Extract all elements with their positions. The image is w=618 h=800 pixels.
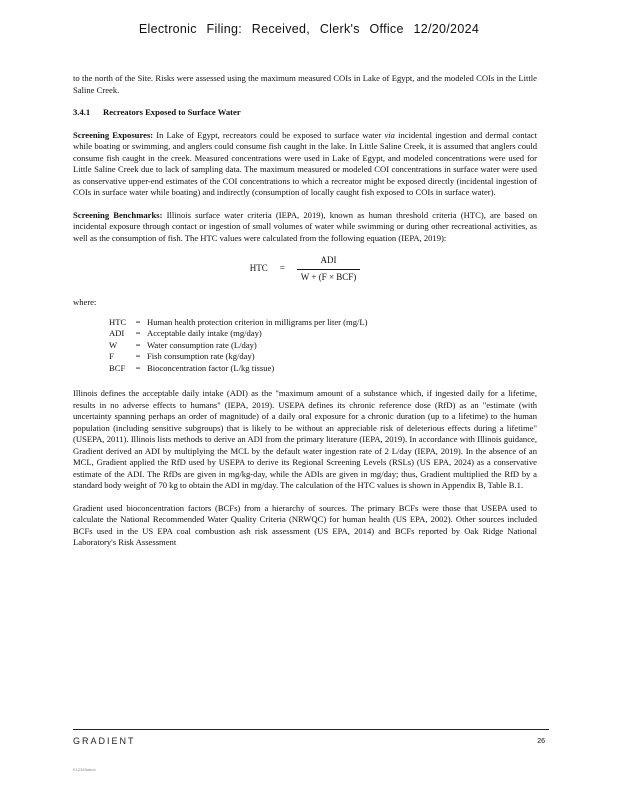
definition-description: Fish consumption rate (kg/day) — [147, 351, 255, 361]
definition-row — [109, 328, 372, 340]
screening-exposures-text-a: In Lake of Egypt, recreators could be exposed to surface water — [153, 129, 385, 140]
definition-description: Acceptable daily intake (mg/day) — [147, 328, 262, 338]
definition-description: Bioconcentration factor (L/kg tissue) — [147, 362, 275, 373]
definitions-table — [109, 317, 372, 375]
screening-benchmarks-text: Illinois surface water criteria (IEPA, 2019), known as human threshold criteria (HTC), are based on incidental exposure through contact or ingestion of small volumes of water while swimming or during other recreational activities, as well as the consumption of fish. The HTC values were calculated from the following equation (IEPA, 2019): — [73, 209, 537, 243]
screening-benchmarks-paragraph — [73, 210, 537, 245]
definition-row — [109, 340, 372, 352]
document-body — [73, 73, 537, 560]
section-title: Recreators Exposed to Surface Water — [103, 107, 241, 117]
screening-exposures-text-b: incidental ingestion and dermal contact while boating or swimming, and anglers could consume fish caught in the lake. In Little Saline Creek, it is assumed that anglers could consume fish caught in the creek. Measured concentrations were used in Lake of Egypt, and modeled concentrations were used for Little Saline Creek due to lack of sampling data. The maximum measured or modeled COI concentrations in surface water were used as conservative upper-end estimates of the COI concentrations to which a recreator might be exposed directly (incidental ingestion of COIs in surface water while boating) and indirectly (consumption of locally caught fish exposed to COIs in surface water). — [73, 129, 538, 197]
section-number: 3.4.1 — [73, 107, 91, 117]
definition-symbol: W — [109, 339, 118, 350]
htc-equation — [73, 255, 537, 283]
equation-lhs: HTC — [249, 263, 268, 274]
equation-equals: = — [279, 263, 285, 274]
gradient-logo: GRADIENT — [73, 736, 136, 746]
section-heading — [73, 107, 537, 119]
definition-row — [109, 363, 372, 375]
where-label: where: — [73, 297, 97, 307]
definition-equals: = — [135, 316, 141, 327]
screening-exposures-italic: via — [384, 129, 395, 140]
screening-exposures-lead: Screening Exposures: — [73, 129, 154, 140]
definition-row — [109, 317, 372, 329]
equation-fraction — [297, 255, 361, 283]
filing-stamp: Electronic Filing: Received, Clerk's Office 12/20/2024 — [138, 22, 480, 36]
definition-equals: = — [135, 339, 141, 350]
adi-paragraph: Illinois defines the acceptable daily intake (ADI) as the "maximum amount of a substance which, if ingested daily for a lifetime, results in no adverse effects to humans" (IEPA, 2019). USEPA defines its chronic reference dose (RfD) as an "estimate (with uncertainty spanning perhaps an order of magnitude) of a daily oral exposure for a chronic duration (up to a lifetime) to the human population (including sensitive subgroups) that is likely to be without an appreciable risk of deleterious effects during a lifetime" (USEPA, 2011). Illinois lists methods to derive an ADI from the primary literature (IEPA, 2019). In accordance with Illinois guidance, Gradient derived an ADI by multiplying the MCL by the default water ingestion rate of 2 L/day (IEPA, 2019). In the absence of an MCL, Gradient applied the RfD used by USEPA to derive its Regional Screening Levels (RSLs) (US EPA, 2024) as a conservative estimate of the ADI. The RfDs are given in mg/kg-day, while the ADIs are given in mg/day; thus, Gradient multiplied the RfD by a standard body weight of 70 kg to obtain the ADI in mg/day. The calculation of the HTC values is shown in Appendix B, Table B.1. — [73, 388, 537, 490]
footer-divider — [73, 729, 549, 730]
page-number: 26 — [537, 738, 545, 745]
screening-exposures-paragraph — [73, 130, 537, 199]
footer-document-code: K12345abcd — [73, 767, 96, 772]
definition-description: Water consumption rate (L/day) — [147, 339, 257, 350]
bcf-paragraph: Gradient used bioconcentration factors (BCFs) from a hierarchy of sources. The primary BCFs were those that USEPA used to calculate the National Recommended Water Quality Criteria (NRWQC) for human health (US EPA, 2002). Other sources included BCFs used in the US EPA coal combustion ash risk assessment (US EPA, 2014) and BCFs reported by Oak Ridge National Laboratory's Risk Assessment — [73, 502, 537, 547]
definition-symbol: HTC — [109, 316, 127, 327]
equation-denominator: W + (F × BCF) — [297, 269, 361, 284]
definition-equals: = — [135, 351, 141, 361]
definition-symbol: F — [109, 351, 114, 361]
definition-description: Human health protection criterion in milligrams per liter (mg/L) — [147, 316, 368, 327]
definition-equals: = — [135, 328, 141, 338]
definition-symbol: ADI — [109, 328, 125, 338]
definition-equals: = — [135, 362, 141, 373]
equation-numerator: ADI — [320, 255, 337, 265]
intro-paragraph: to the north of the Site. Risks were assessed using the maximum measured COIs in Lake of Egypt, and the modeled COIs in the Little Saline Creek. — [73, 73, 537, 95]
screening-benchmarks-lead: Screening Benchmarks: — [73, 209, 163, 220]
definition-symbol: BCF — [109, 362, 126, 373]
definition-row — [109, 351, 372, 363]
